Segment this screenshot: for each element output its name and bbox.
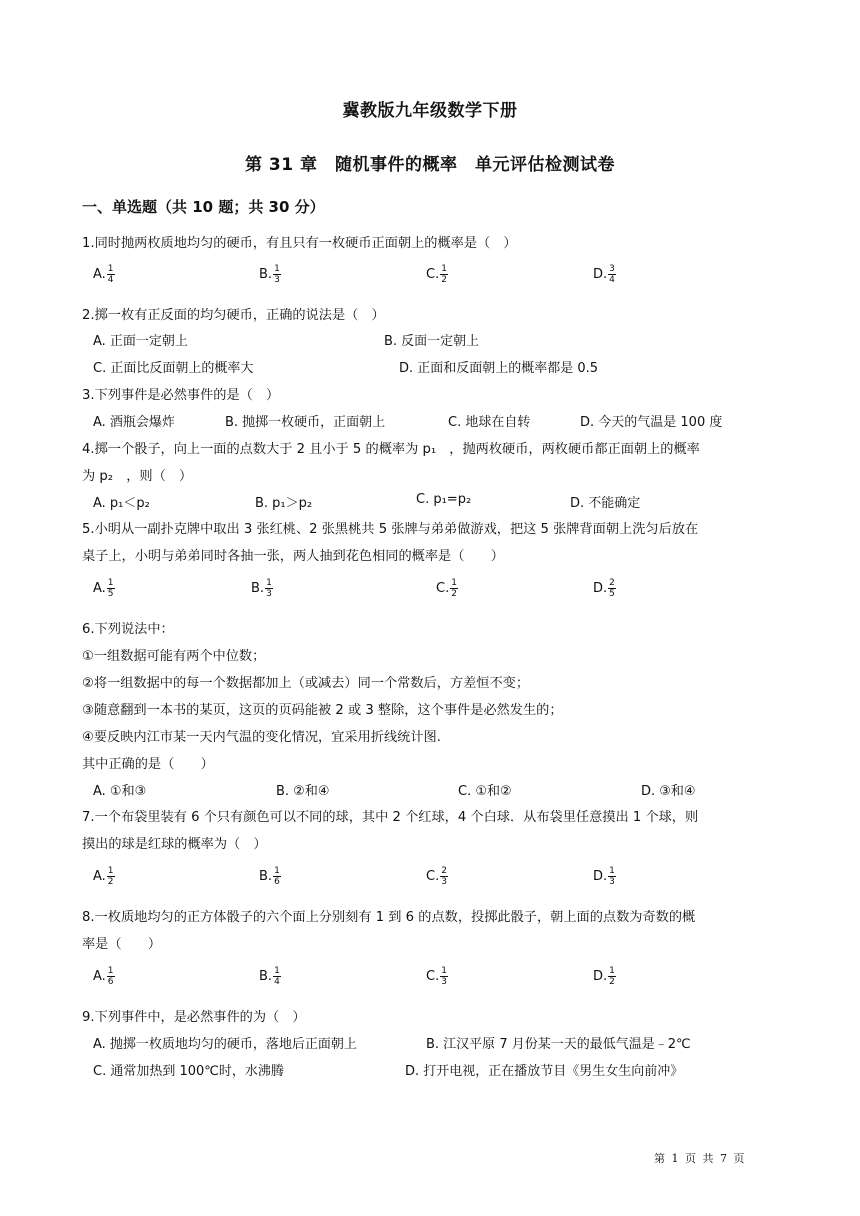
question-1-option-b: B. $\frac{1}{3}$ [259, 264, 280, 285]
question-3-option-b: B. 抛掷一枚硬币，正面朝上 [225, 415, 386, 430]
question-6-item-2: ②将一组数据中的每一个数据都加上（或减去）同一个常数后，方差恒不变； [82, 676, 530, 691]
exam-title: 冀教版九年级数学下册 [342, 101, 518, 121]
question-2-option-a: A. 正面一定朝上 [93, 334, 188, 349]
question-7-stem-line-1: 7.一个布袋里装有 6 个只有颜色可以不同的球，其中 2 个红球，4 个白球．从布袋里任意摸出 1 个球，则 [82, 810, 699, 825]
question-4-stem-line-1: 4.掷一个骰子，向上一面的点数大于 2 且小于 5 的概率为 p₁ ，抛两枚硬币，两枚硬币都正面朝上的概率 [82, 442, 700, 457]
question-5-option-c: C. $\frac{1}{2}$ [436, 578, 457, 599]
question-4-option-a: A. p₁＜p₂ [93, 496, 150, 511]
question-9-option-c: C. 通常加热到 100℃时，水沸腾 [93, 1064, 284, 1079]
question-3-option-a: A. 酒瓶会爆炸 [93, 415, 175, 430]
question-4-option-d: D. 不能确定 [570, 496, 641, 511]
question-6-option-a: A. ①和③ [93, 784, 147, 799]
question-4-option-c: C. p₁=p₂ [416, 492, 472, 507]
question-2-option-d: D. 正面和反面朝上的概率都是 0.5 [399, 361, 599, 376]
question-7-option-c: C. $\frac{2}{3}$ [426, 866, 447, 887]
question-9-option-b: B. 江汉平原 7 月份某一天的最低气温是﹣2℃ [426, 1037, 691, 1052]
question-1-stem: 1.同时抛两枚质地均匀的硬币，有且只有一枚硬币正面朝上的概率是（ ） [82, 236, 517, 251]
question-5-option-b: B. $\frac{1}{3}$ [251, 578, 272, 599]
question-6-item-3: ③随意翻到一本书的某页，这页的页码能被 2 或 3 整除，这个事件是必然发生的； [82, 703, 563, 718]
question-7-option-b: B. $\frac{1}{6}$ [259, 866, 280, 887]
question-9-stem: 9.下列事件中，是必然事件的为（ ） [82, 1010, 306, 1025]
question-6-item-4: ④要反映内江市某一天内气温的变化情况，宜采用折线统计图. [82, 730, 441, 745]
question-6-option-b: B. ②和④ [276, 784, 330, 799]
question-3-option-d: D. 今天的气温是 100 度 [580, 415, 723, 430]
question-2-option-b: B. 反面一定朝上 [384, 334, 480, 349]
question-5-option-a: A. $\frac{1}{5}$ [93, 578, 114, 599]
question-8-stem-line-2: 率是（ ） [82, 937, 162, 952]
question-7-option-d: D. $\frac{1}{3}$ [593, 866, 615, 887]
question-3-option-c: C. 地球在自转 [448, 415, 531, 430]
question-6-option-d: D. ③和④ [641, 784, 696, 799]
question-5-stem-line-2: 桌子上，小明与弟弟同时各抽一张，两人抽到花色相同的概率是（ ） [82, 549, 504, 564]
question-8-option-a: A. $\frac{1}{6}$ [93, 966, 114, 987]
question-2-option-c: C. 正面比反面朝上的概率大 [93, 361, 254, 376]
question-5-stem-line-1: 5.小明从一副扑克牌中取出 3 张红桃、2 张黑桃共 5 张牌与弟弟做游戏，把这 5 张牌背面朝上洗匀后放在 [82, 522, 699, 537]
question-7-option-a: A. $\frac{1}{2}$ [93, 866, 114, 887]
question-8-option-b: B. $\frac{1}{4}$ [259, 966, 280, 987]
question-9-option-d: D. 打开电视，正在播放节目《男生女生向前冲》 [405, 1064, 684, 1079]
question-8-stem-line-1: 8.一枚质地均匀的正方体骰子的六个面上分别刻有 1 到 6 的点数，投掷此骰子，朝上面的点数为奇数的概 [82, 910, 696, 925]
question-6-ask: 其中正确的是（ ） [82, 757, 214, 772]
question-9-option-a: A. 抛掷一枚质地均匀的硬币，落地后正面朝上 [93, 1037, 357, 1052]
question-3-stem: 3.下列事件是必然事件的是（ ） [82, 388, 280, 403]
question-5-option-d: D. $\frac{2}{5}$ [593, 578, 615, 599]
exam-subtitle: 第 31 章 随机事件的概率 单元评估检测试卷 [245, 155, 615, 175]
question-6-option-c: C. ①和② [458, 784, 512, 799]
question-7-stem-line-2: 摸出的球是红球的概率为（ ） [82, 837, 267, 852]
page-footer: 第 1 页 共 7 页 [654, 1152, 745, 1165]
question-4-option-b: B. p₁＞p₂ [255, 496, 313, 511]
question-6-item-1: ①一组数据可能有两个中位数； [82, 649, 266, 664]
section-heading: 一、单选题（共 10 题；共 30 分） [82, 198, 325, 216]
question-8-option-c: C. $\frac{1}{3}$ [426, 966, 447, 987]
question-2-stem: 2.掷一枚有正反面的均匀硬币，正确的说法是（ ） [82, 308, 385, 323]
question-6-stem: 6.下列说法中： [82, 622, 174, 637]
question-4-stem-line-2: 为 p₂ ，则（ ） [82, 469, 193, 484]
question-1-option-a: A. $\frac{1}{4}$ [93, 264, 114, 285]
question-8-option-d: D. $\frac{1}{2}$ [593, 966, 615, 987]
question-1-option-c: C. $\frac{1}{2}$ [426, 264, 447, 285]
question-1-option-d: D. $\frac{3}{4}$ [593, 264, 615, 285]
